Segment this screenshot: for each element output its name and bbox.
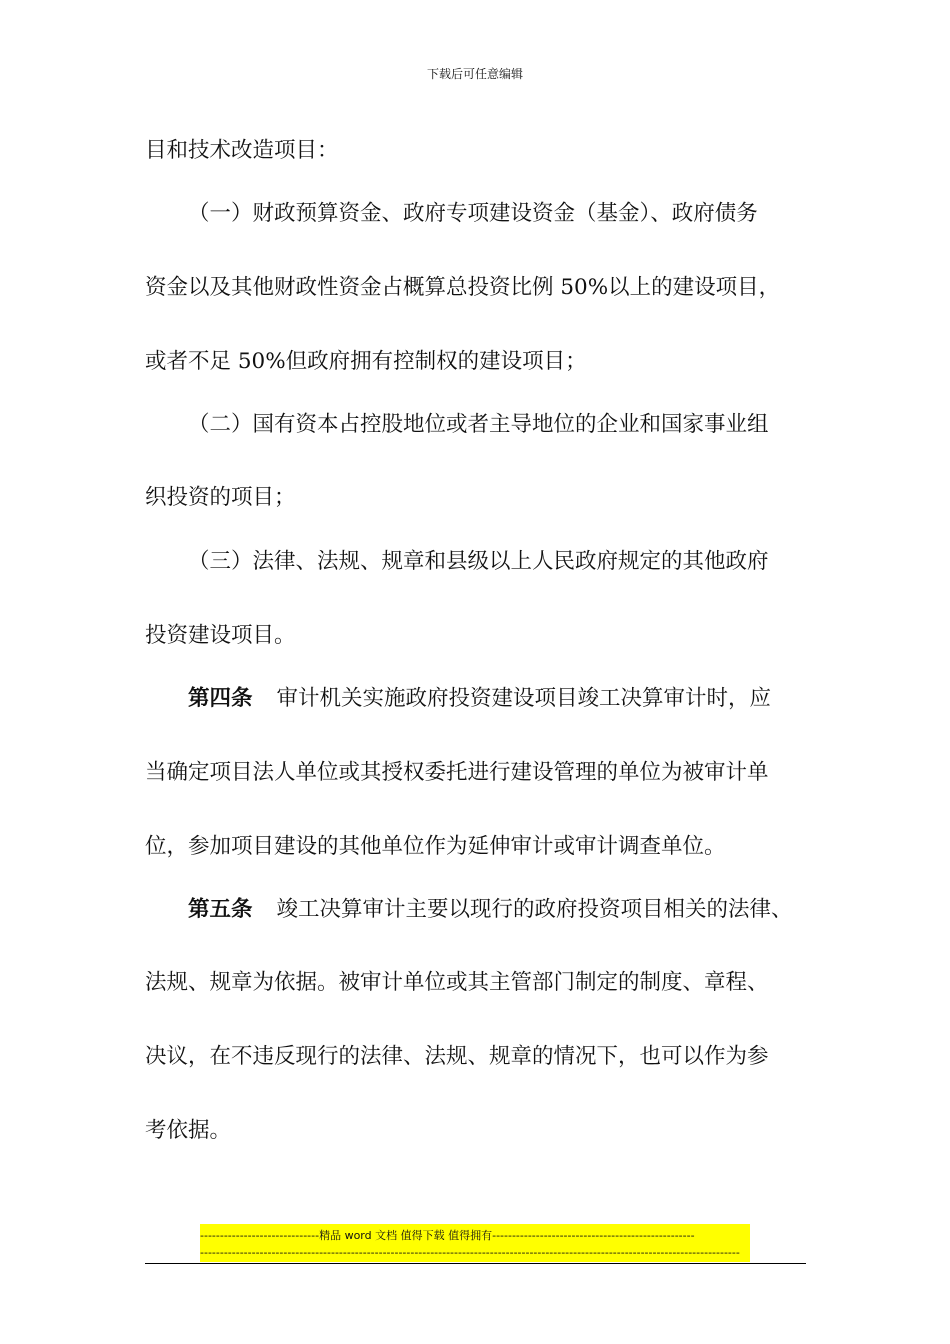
article-5-line xyxy=(188,896,793,924)
article-4-text: 审计机关实施政府投资建设项目竣工决算审计时，应 xyxy=(276,686,772,711)
body-line-12: 决议，在不违反现行的法律、法规、规章的情况下，也可以作为参 xyxy=(145,1044,769,1069)
body-line-6: 织投资的项目； xyxy=(145,485,296,510)
footer-banner xyxy=(200,1224,750,1262)
article-4-label: 第四条 xyxy=(188,686,253,711)
footer-divider xyxy=(145,1263,806,1264)
footer-banner-row-1 xyxy=(200,1228,750,1245)
body-line-3: 资金以及其他财政性资金占概算总投资比例 50%以上的建设项目， xyxy=(145,275,781,300)
body-line-11: 法规、规章为依据。被审计单位或其主管部门制定的制度、章程、 xyxy=(145,970,769,995)
body-line-4: 或者不足 50%但政府拥有控制权的建设项目； xyxy=(145,349,587,374)
article-5-label: 第五条 xyxy=(188,897,253,922)
body-line-7: （三）法律、法规、规章和县级以上人民政府规定的其他政府 xyxy=(188,549,769,574)
body-line-9: 当确定项目法人单位或其授权委托进行建设管理的单位为被审计单 xyxy=(145,760,769,785)
footer-text: 精品 word 文档 值得下载 值得拥有 xyxy=(319,1229,493,1242)
body-line-2: （一）财政预算资金、政府专项建设资金（基金）、政府债务 xyxy=(188,201,758,226)
footer-dashes-left: ------------------------------ xyxy=(200,1229,320,1242)
article-5-text: 竣工决算审计主要以现行的政府投资项目相关的法律、 xyxy=(276,897,793,922)
article-4-line xyxy=(188,685,771,713)
page-header: 下载后可任意编辑 xyxy=(426,67,523,81)
footer-banner-row-2: ---------------------------------------------------------------------------------------------------------------------------------------- xyxy=(200,1246,740,1259)
body-line-10: 位，参加项目建设的其他单位作为延伸审计或审计调查单位。 xyxy=(145,834,726,859)
body-line-1: 目和技术改造项目： xyxy=(145,138,339,163)
body-line-8: 投资建设项目。 xyxy=(145,623,296,648)
body-line-5: （二）国有资本占控股地位或者主导地位的企业和国家事业组 xyxy=(188,412,769,437)
footer-dashes-right: --------------------------------------------------- xyxy=(492,1229,695,1242)
body-line-13: 考依据。 xyxy=(145,1118,232,1143)
